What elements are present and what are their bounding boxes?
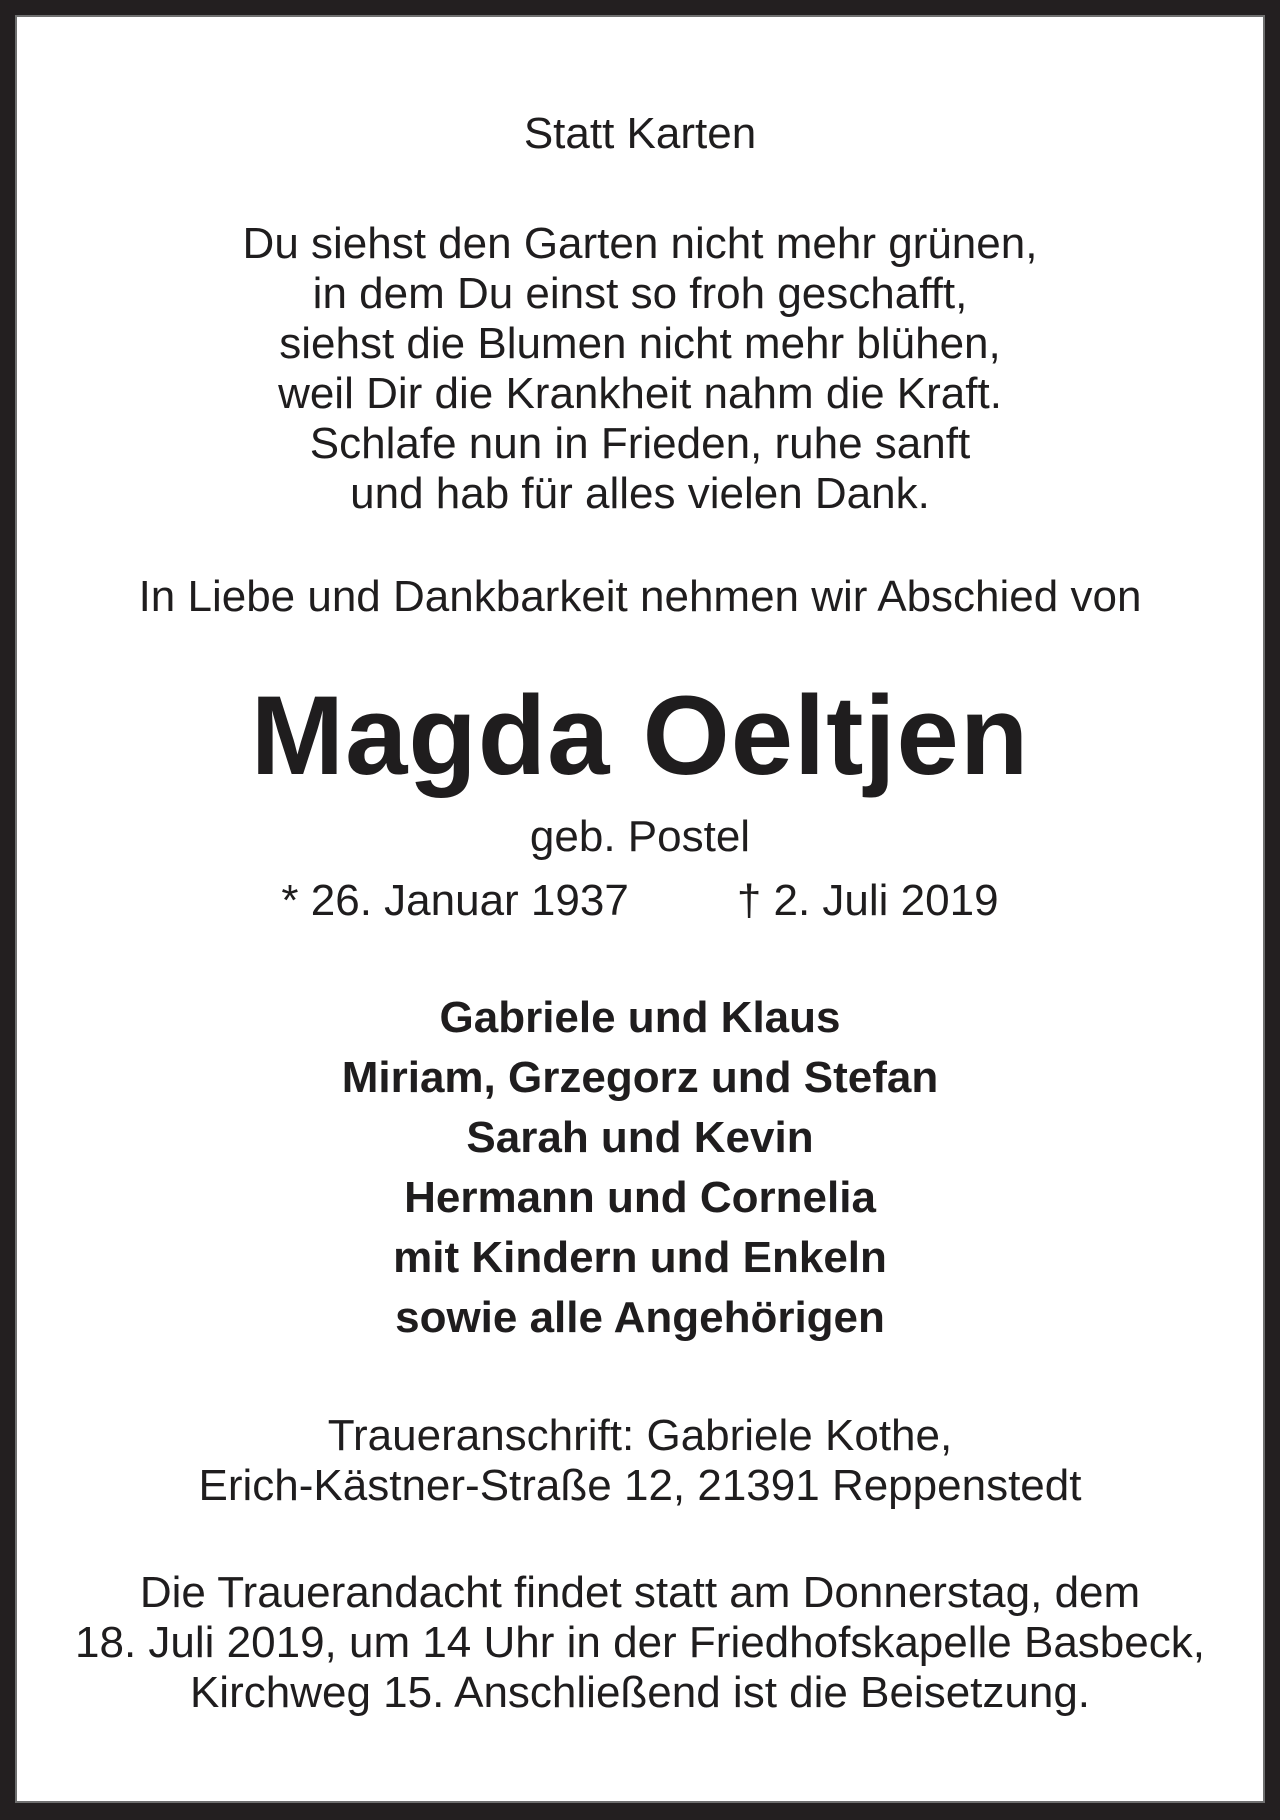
poem-line: siehst die Blumen nicht mehr blühen, xyxy=(279,319,1001,368)
obituary-card xyxy=(15,15,1265,1803)
poem-line: Du siehst den Garten nicht mehr grünen, xyxy=(242,219,1038,268)
deceased-name: Magda Oeltjen xyxy=(250,673,1030,798)
birth-date: * 26. Januar 1937 xyxy=(281,876,629,925)
obituary-content xyxy=(17,17,1263,1718)
death-date: † 2. Juli 2019 xyxy=(736,876,999,925)
farewell-intro: In Liebe und Dankbarkeit nehmen wir Abschied von xyxy=(138,572,1142,621)
poem-line: weil Dir die Krankheit nahm die Kraft. xyxy=(278,369,1002,418)
service-line: Die Trauerandacht findet statt am Donnerstag, dem xyxy=(139,1568,1141,1617)
mourners-list xyxy=(17,988,1263,1348)
life-dates xyxy=(17,876,1263,926)
address-line: Erich-Kästner-Straße 12, 21391 Reppenstedt xyxy=(198,1461,1082,1510)
service-info xyxy=(17,1568,1263,1718)
mourner-line: Miriam, Grzegorz und Stefan xyxy=(341,1053,939,1102)
service-line: 18. Juli 2019, um 14 Uhr in der Friedhofskapelle Basbeck, xyxy=(75,1618,1205,1667)
mourner-line: mit Kindern und Enkeln xyxy=(393,1233,887,1282)
address-line: Traueranschrift: Gabriele Kothe, xyxy=(327,1411,953,1460)
service-line: Kirchweg 15. Anschließend ist die Beisetzung. xyxy=(189,1668,1091,1717)
poem-line: in dem Du einst so froh geschafft, xyxy=(312,269,968,318)
mourner-line: Hermann und Cornelia xyxy=(404,1173,876,1222)
pre-header: Statt Karten xyxy=(523,109,757,158)
poem-line: und hab für alles vielen Dank. xyxy=(350,469,930,518)
mourning-address xyxy=(17,1411,1263,1511)
mourner-line: Sarah und Kevin xyxy=(466,1113,814,1162)
mourner-line: sowie alle Angehörigen xyxy=(395,1293,885,1342)
mourner-line: Gabriele und Klaus xyxy=(439,993,841,1042)
poem xyxy=(17,219,1263,519)
poem-line: Schlafe nun in Frieden, ruhe sanft xyxy=(309,419,971,468)
maiden-name: geb. Postel xyxy=(529,812,751,861)
